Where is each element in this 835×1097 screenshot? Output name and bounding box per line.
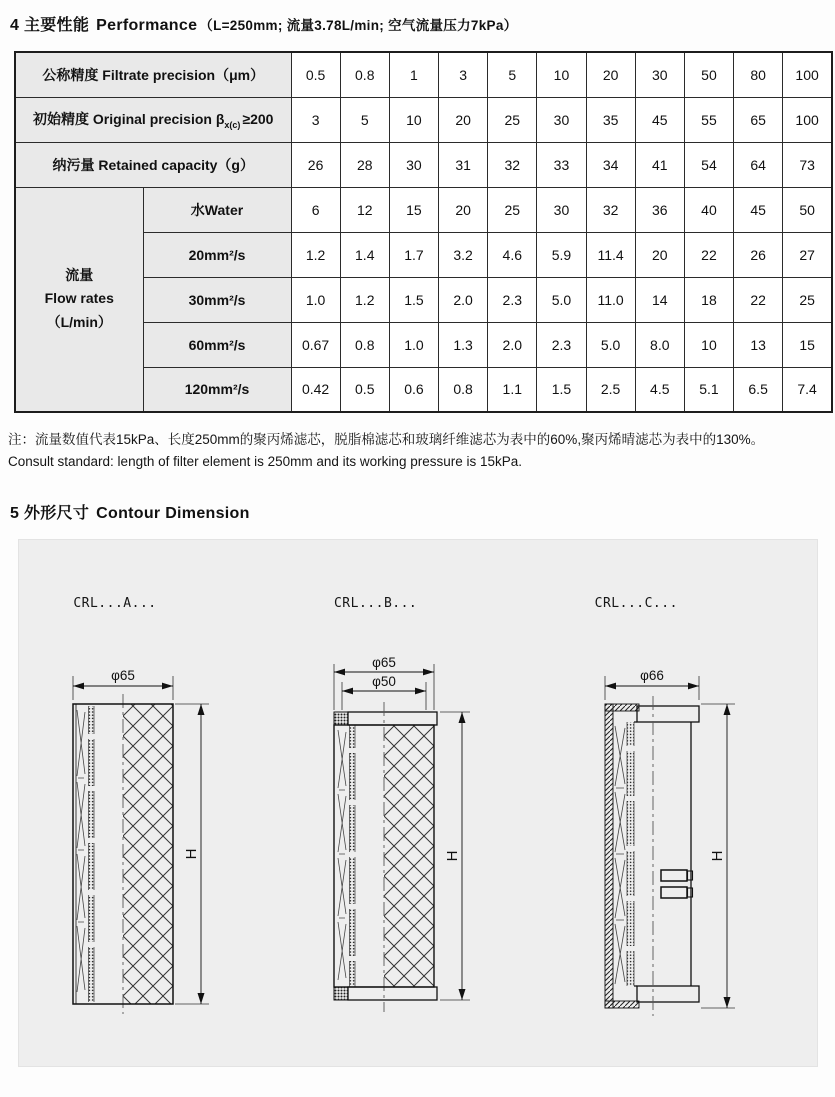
flow-rates-label-en: Flow rates（L/min）: [44, 290, 114, 331]
pleat-lines: [338, 730, 346, 980]
table-cell: 5.9: [537, 232, 586, 277]
table-cell: 33: [537, 142, 586, 187]
dim-label-h: H: [708, 850, 726, 861]
row-header-flow-rates: [15, 187, 143, 412]
table-cell: 1.5: [389, 277, 438, 322]
table-cell: 5.0: [586, 322, 635, 367]
pleat-lines: [77, 710, 85, 992]
table-cell: 65: [734, 97, 783, 142]
table-cell: 0.8: [340, 322, 389, 367]
original-precision-suffix: ≥200: [242, 111, 274, 128]
table-cell: 41: [635, 142, 684, 187]
table-cell: 32: [488, 142, 537, 187]
figure-crl-b: [304, 596, 536, 1066]
table-cell: 40: [684, 187, 733, 232]
row-header-60mm2s: 60mm²/s: [143, 322, 291, 367]
section4-title-zh: 4 主要性能: [10, 17, 90, 34]
original-precision-label: 初始精度 Original precision β: [33, 111, 225, 128]
dimension-height: [175, 704, 209, 1004]
table-cell: 35: [586, 97, 635, 142]
table-cell: 0.5: [340, 367, 389, 412]
table-cell: 11.4: [586, 232, 635, 277]
table-cell: 64: [734, 142, 783, 187]
table-cell: 0.5: [291, 52, 340, 97]
contour-drawing-c: [565, 656, 797, 1056]
element-body-outline: [634, 722, 691, 986]
table-cell: 2.5: [586, 367, 635, 412]
table-cell: 10: [389, 97, 438, 142]
table-note: [8, 429, 827, 474]
table-cell: 0.6: [389, 367, 438, 412]
table-row-original-precision: [15, 97, 832, 142]
table-cell: 20: [439, 97, 488, 142]
row-header-30mm2s: 30mm²/s: [143, 277, 291, 322]
table-cell: 2.3: [488, 277, 537, 322]
table-cell: 45: [734, 187, 783, 232]
row-header-filtrate-precision: 公称精度 Filtrate precision（μm）: [15, 52, 291, 97]
table-cell: 13: [734, 322, 783, 367]
table-cell: 27: [783, 232, 832, 277]
figure-c-label: CRL...C...: [594, 595, 678, 611]
table-cell: 10: [537, 52, 586, 97]
dimension-phi66: [605, 668, 699, 700]
table-cell: 0.8: [439, 367, 488, 412]
table-cell: 26: [734, 232, 783, 277]
table-cell: 73: [783, 142, 832, 187]
table-cell: 14: [635, 277, 684, 322]
performance-table: [14, 51, 833, 413]
table-cell: 1.2: [340, 277, 389, 322]
filter-media-crosshatch: [123, 704, 173, 1004]
perforated-tube: [626, 722, 634, 986]
figure-crl-a: [43, 596, 275, 1066]
contour-drawing-a: [43, 656, 275, 1056]
row-header-original-precision: [15, 97, 291, 142]
perforated-tube: [349, 725, 356, 987]
note-line-zh: 注：流量数值代表15kPa、长度250mm的聚丙烯滤芯，脱脂棉滤芯和玻璃纤维滤芯为表中的60%,聚丙烯晴滤芯为表中的130%。: [8, 432, 765, 447]
table-cell: 1.0: [291, 277, 340, 322]
table-cell: 1.2: [291, 232, 340, 277]
pleat-lines: [615, 726, 625, 984]
table-cell: 55: [684, 97, 733, 142]
perforated-tube: [88, 706, 95, 1002]
figure-crl-c: [565, 596, 797, 1066]
contour-dimension-panel: [18, 539, 818, 1067]
dim-label-phi66: φ66: [639, 667, 664, 683]
table-cell: 1: [389, 52, 438, 97]
table-cell: 10: [684, 322, 733, 367]
table-cell: 22: [734, 277, 783, 322]
table-cell: 26: [291, 142, 340, 187]
section5-title-zh: 5 外形尺寸: [10, 504, 90, 522]
table-cell: 3: [439, 52, 488, 97]
flow-rates-label-zh: 流量: [65, 266, 94, 283]
table-row-flow-water: [15, 187, 832, 232]
table-cell: 7.4: [783, 367, 832, 412]
table-cell: 20: [439, 187, 488, 232]
table-cell: 18: [684, 277, 733, 322]
table-cell: 15: [783, 322, 832, 367]
table-cell: 3.2: [439, 232, 488, 277]
table-cell: 50: [684, 52, 733, 97]
table-cell: 36: [635, 187, 684, 232]
table-cell: 34: [586, 142, 635, 187]
table-cell: 1.4: [340, 232, 389, 277]
row-header-20mm2s: 20mm²/s: [143, 232, 291, 277]
table-cell: 54: [684, 142, 733, 187]
table-cell: 5.1: [684, 367, 733, 412]
table-cell: 6: [291, 187, 340, 232]
table-cell: 30: [537, 97, 586, 142]
table-cell: 25: [783, 277, 832, 322]
table-cell: 1.3: [439, 322, 488, 367]
table-cell: 28: [340, 142, 389, 187]
table-cell: 31: [439, 142, 488, 187]
table-cell: 3: [291, 97, 340, 142]
table-cell: 1.0: [389, 322, 438, 367]
table-cell: 1.7: [389, 232, 438, 277]
contour-drawing-b: [304, 656, 536, 1056]
table-cell: 15: [389, 187, 438, 232]
table-cell: 0.8: [340, 52, 389, 97]
section5-title: [0, 474, 835, 523]
table-cell: 22: [684, 232, 733, 277]
table-cell: 100: [783, 97, 832, 142]
table-cell: 1.1: [488, 367, 537, 412]
dim-label-phi65: φ65: [111, 667, 136, 683]
section4-title-en: Performance: [96, 17, 198, 34]
table-cell: 2.0: [488, 322, 537, 367]
dim-label-h: H: [183, 848, 201, 859]
table-cell: 0.42: [291, 367, 340, 412]
table-cell: 1.5: [537, 367, 586, 412]
dim-label-phi65: φ65: [372, 655, 396, 670]
end-caps: [637, 706, 699, 1002]
table-cell: 45: [635, 97, 684, 142]
row-header-retained-capacity: 纳污量 Retained capacity（g）: [15, 142, 291, 187]
section4-title: [0, 0, 835, 35]
table-cell: 100: [783, 52, 832, 97]
filter-media-crosshatch: [384, 725, 434, 987]
beta-ratio-subscript: x(c): [224, 119, 241, 130]
figure-b-label: CRL...B...: [333, 595, 418, 611]
dimension-height: [701, 704, 735, 1008]
table-cell: 8.0: [635, 322, 684, 367]
figure-a-label: CRL...A...: [73, 595, 157, 611]
row-header-120mm2s: 120mm²/s: [143, 367, 291, 412]
table-row-filtrate-precision: [15, 52, 832, 97]
table-row-retained-capacity: [15, 142, 832, 187]
section5-title-en: Contour Dimension: [96, 504, 250, 522]
dimension-height: [440, 712, 470, 1000]
table-cell: 12: [340, 187, 389, 232]
table-cell: 50: [783, 187, 832, 232]
dim-label-phi50: φ50: [372, 673, 396, 689]
table-cell: 5: [488, 52, 537, 97]
table-cell: 5: [340, 97, 389, 142]
table-cell: 4.5: [635, 367, 684, 412]
row-header-water: 水Water: [143, 187, 291, 232]
table-cell: 4.6: [488, 232, 537, 277]
table-cell: 80: [734, 52, 783, 97]
side-slots: [661, 870, 693, 898]
table-cell: 6.5: [734, 367, 783, 412]
section4-title-params: （L=250mm; 流量3.78L/min; 空气流量压力7kPa）: [199, 18, 518, 33]
table-cell: 2.3: [537, 322, 586, 367]
table-cell: 20: [635, 232, 684, 277]
table-cell: 25: [488, 97, 537, 142]
table-cell: 2.0: [439, 277, 488, 322]
table-cell: 5.0: [537, 277, 586, 322]
table-cell: 11.0: [586, 277, 635, 322]
dim-label-h: H: [443, 850, 461, 861]
table-cell: 25: [488, 187, 537, 232]
table-cell: 30: [635, 52, 684, 97]
table-cell: 30: [537, 187, 586, 232]
table-cell: 32: [586, 187, 635, 232]
table-cell: 30: [389, 142, 438, 187]
table-cell: 0.67: [291, 322, 340, 367]
table-cell: 20: [586, 52, 635, 97]
note-line-en: Consult standard: length of filter element is 250mm and its working pressure is 15kPa.: [8, 454, 523, 470]
